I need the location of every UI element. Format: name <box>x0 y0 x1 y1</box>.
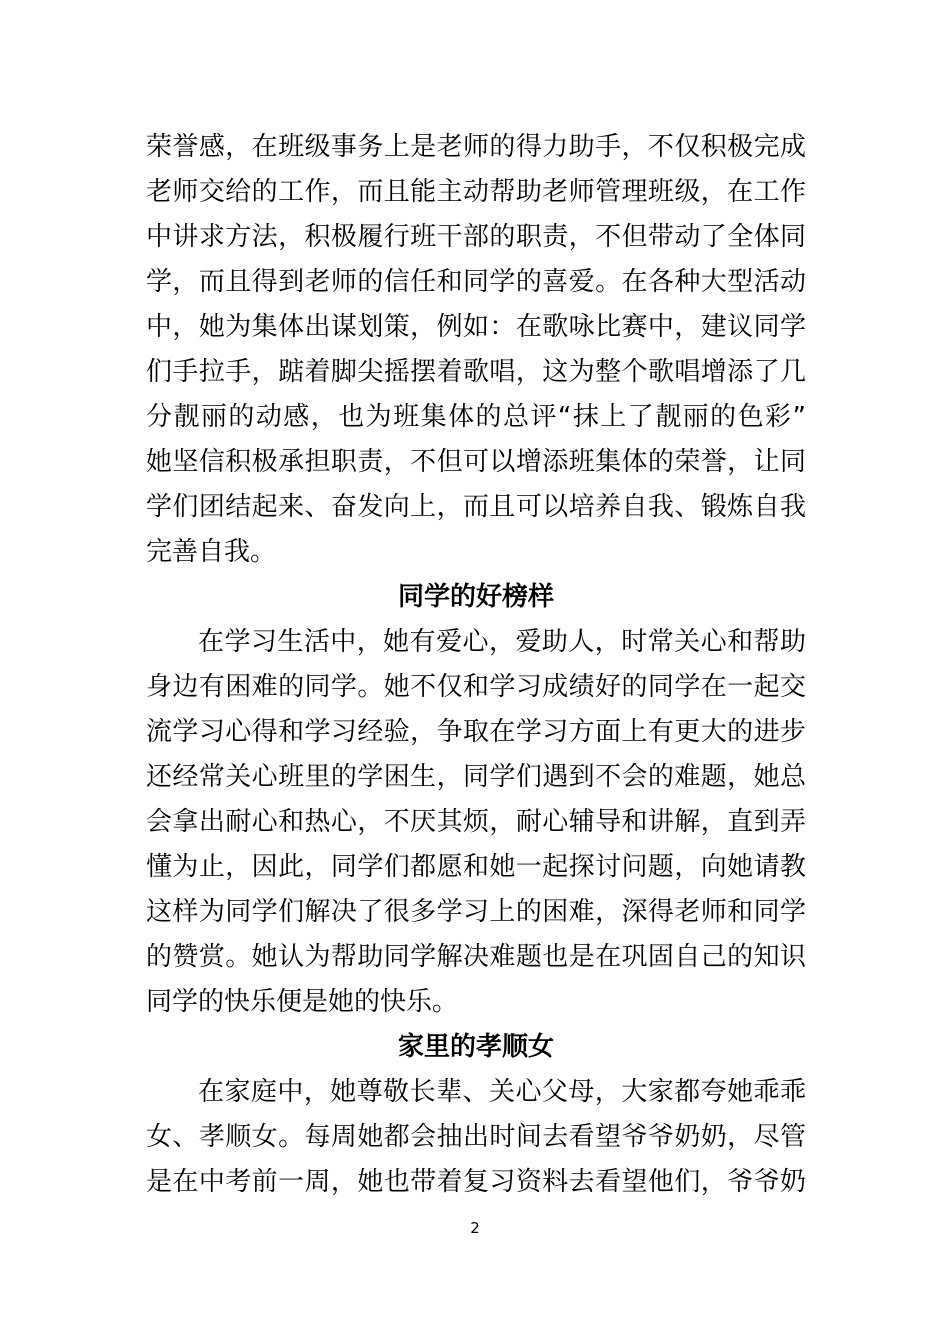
text-line: 荣誉感，在班级事务上是老师的得力助手，不仅积极完成 <box>146 132 806 162</box>
text-line: 中讲求方法，积极履行班干部的职责，不但带动了全体同 <box>146 222 806 252</box>
text-line: 在学习生活中，她有爱心，爱助人，时常关心和帮助 <box>198 627 806 657</box>
section-heading: 同学的好榜样 <box>397 582 554 612</box>
document-body <box>146 125 806 1205</box>
text-line: 身边有困难的同学。她不仅和学习成绩好的同学在一起交 <box>146 672 806 702</box>
text-line: 懂为止，因此，同学们都愿和她一起探讨问题，向她请教 <box>146 852 806 882</box>
text-line: 流学习心得和学习经验，争取在学习方面上有更大的进步 <box>146 717 806 747</box>
text-line: 中，她为集体出谋划策，例如：在歌咏比赛中，建议同学 <box>146 312 806 342</box>
text-line: 同学的快乐便是她的快乐。 <box>146 987 459 1017</box>
text-line: 她坚信积极承担职责，不但可以增添班集体的荣誉，让同 <box>146 447 806 477</box>
text-line: 们手拉手，踮着脚尖摇摆着歌唱，这为整个歌唱增添了几 <box>146 357 806 387</box>
text-line: 会拿出耐心和热心，不厌其烦，耐心辅导和讲解，直到弄 <box>146 807 806 837</box>
text-line: 分靓丽的动感，也为班集体的总评“抹上了靓丽的色彩” <box>146 402 806 432</box>
text-line: 完善自我。 <box>146 537 277 567</box>
text-line: 女、孝顺女。每周她都会抽出时间去看望爷爷奶奶，尽管 <box>146 1122 806 1152</box>
text-line: 学，而且得到老师的信任和同学的喜爱。在各种大型活动 <box>146 267 806 297</box>
paragraph-filial-daughter <box>146 1070 806 1205</box>
text-line: 老师交给的工作，而且能主动帮助老师管理班级，在工作 <box>146 177 806 207</box>
section-heading: 家里的孝顺女 <box>397 1032 554 1062</box>
paragraph-class-duties <box>146 125 806 575</box>
text-line: 在家庭中，她尊敬长辈、关心父母，大家都夸她乖乖 <box>198 1077 806 1107</box>
paragraph-role-model <box>146 620 806 1025</box>
page-number: 2 <box>470 1219 480 1237</box>
text-line: 还经常关心班里的学困生，同学们遇到不会的难题，她总 <box>146 762 806 792</box>
text-line: 这样为同学们解决了很多学习上的困难，深得老师和同学 <box>146 897 806 927</box>
text-line: 是在中考前一周，她也带着复习资料去看望他们，爷爷奶 <box>146 1167 806 1197</box>
text-line: 的赞赏。她认为帮助同学解决难题也是在巩固自己的知识 <box>146 942 806 972</box>
text-line: 学们团结起来、奋发向上，而且可以培养自我、锻炼自我 <box>146 492 806 522</box>
